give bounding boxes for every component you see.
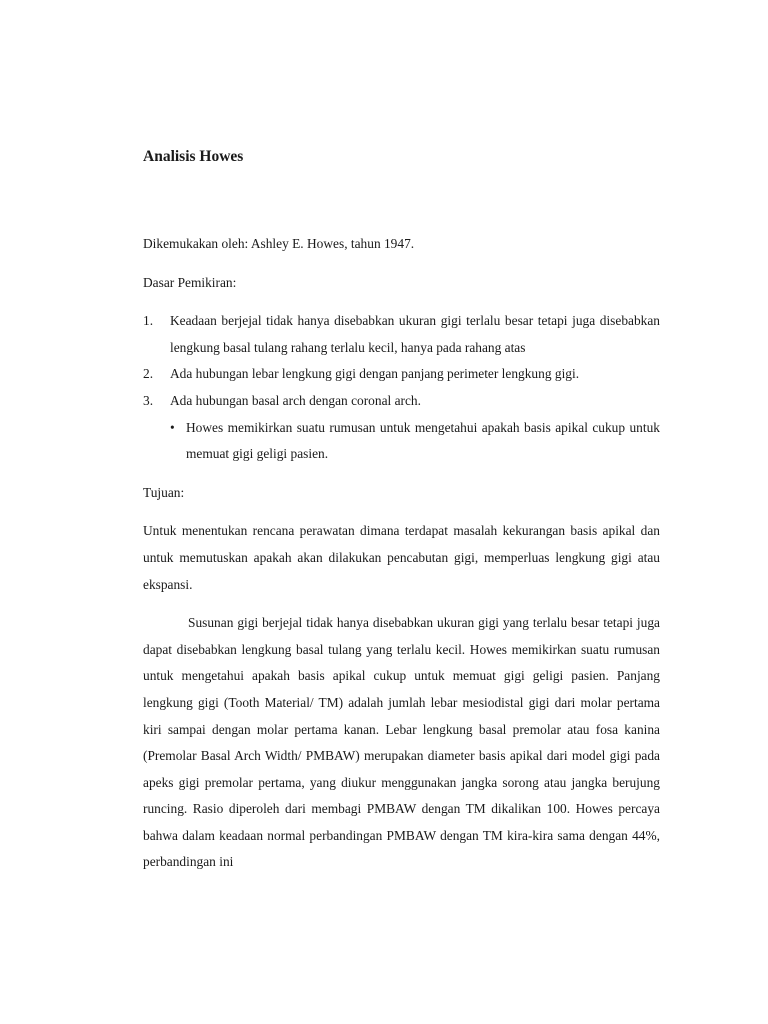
document-title: Analisis Howes bbox=[143, 148, 244, 165]
purpose-heading: Tujuan: bbox=[143, 484, 185, 500]
list-number: 3. bbox=[143, 392, 154, 408]
list-item-text: Howes memikirkan suatu rumusan untuk mengetahui apakah basis apikal cukup untuk memuat gigi geligi pasien. bbox=[186, 419, 660, 462]
document-body bbox=[143, 231, 660, 876]
list-item-text: Ada hubungan lebar lengkung gigi dengan panjang perimeter lengkung gigi. bbox=[170, 366, 580, 382]
bullet-icon: • bbox=[170, 419, 175, 435]
list-item-text: Keadaan berjejal tidak hanya disebabkan ukuran gigi terlalu besar tetapi juga disebabkan lengkung basal tulang rahang terlalu kecil, hanya pada rahang atas bbox=[170, 313, 660, 355]
list-item-text: Ada hubungan basal arch dengan coronal arch. bbox=[170, 392, 421, 408]
basis-bullet-list bbox=[143, 415, 660, 468]
purpose-paragraph: Untuk menentukan rencana perawatan dimana terdapat masalah kekurangan basis apikal dan untuk memutuskan apakah akan dilakukan pencabutan gigi, memperluas lengkung gigi atau ekspansi. bbox=[143, 523, 660, 592]
body-paragraph: Susunan gigi berjejal tidak hanya disebabkan ukuran gigi yang terlalu besar tetapi juga dapat disebabkan lengkung basal tulang yang terlalu kecil. Howes memikirkan suatu rumusan untuk mengetahui apakah basis apikal cukup untuk memuat gigi geligi pasien. Panjang lengkung gigi (Tooth Material/ TM) adalah jumlah lebar mesiodistal gigi dari molar pertama kiri sampai dengan molar pertama kanan. Lebar lengkung basal premolar atau fosa kanina (Premolar Basal Arch Width/ PMBAW) merupakan diameter basis apikal dari model gigi pada apeks gigi premolar pertama, yang diukur menggunakan jangka sorong atau jangka berujung runcing. Rasio diperoleh dari membagi PMBAW dengan TM dikalikan 100. Howes percaya bahwa dalam keadaan normal perbandingan PMBAW dengan TM kira-kira sama dengan 44%, perbandingan ini bbox=[143, 615, 660, 870]
list-number: 2. bbox=[143, 366, 154, 382]
list-item bbox=[143, 361, 660, 388]
basis-heading: Dasar Pemikiran: bbox=[143, 274, 237, 290]
proposed-by-line: Dikemukakan oleh: Ashley E. Howes, tahun 1947. bbox=[143, 236, 415, 251]
basis-list bbox=[143, 308, 660, 414]
list-number: 1. bbox=[143, 313, 154, 329]
list-item bbox=[143, 415, 660, 468]
list-item bbox=[143, 308, 660, 361]
list-item bbox=[143, 388, 660, 415]
